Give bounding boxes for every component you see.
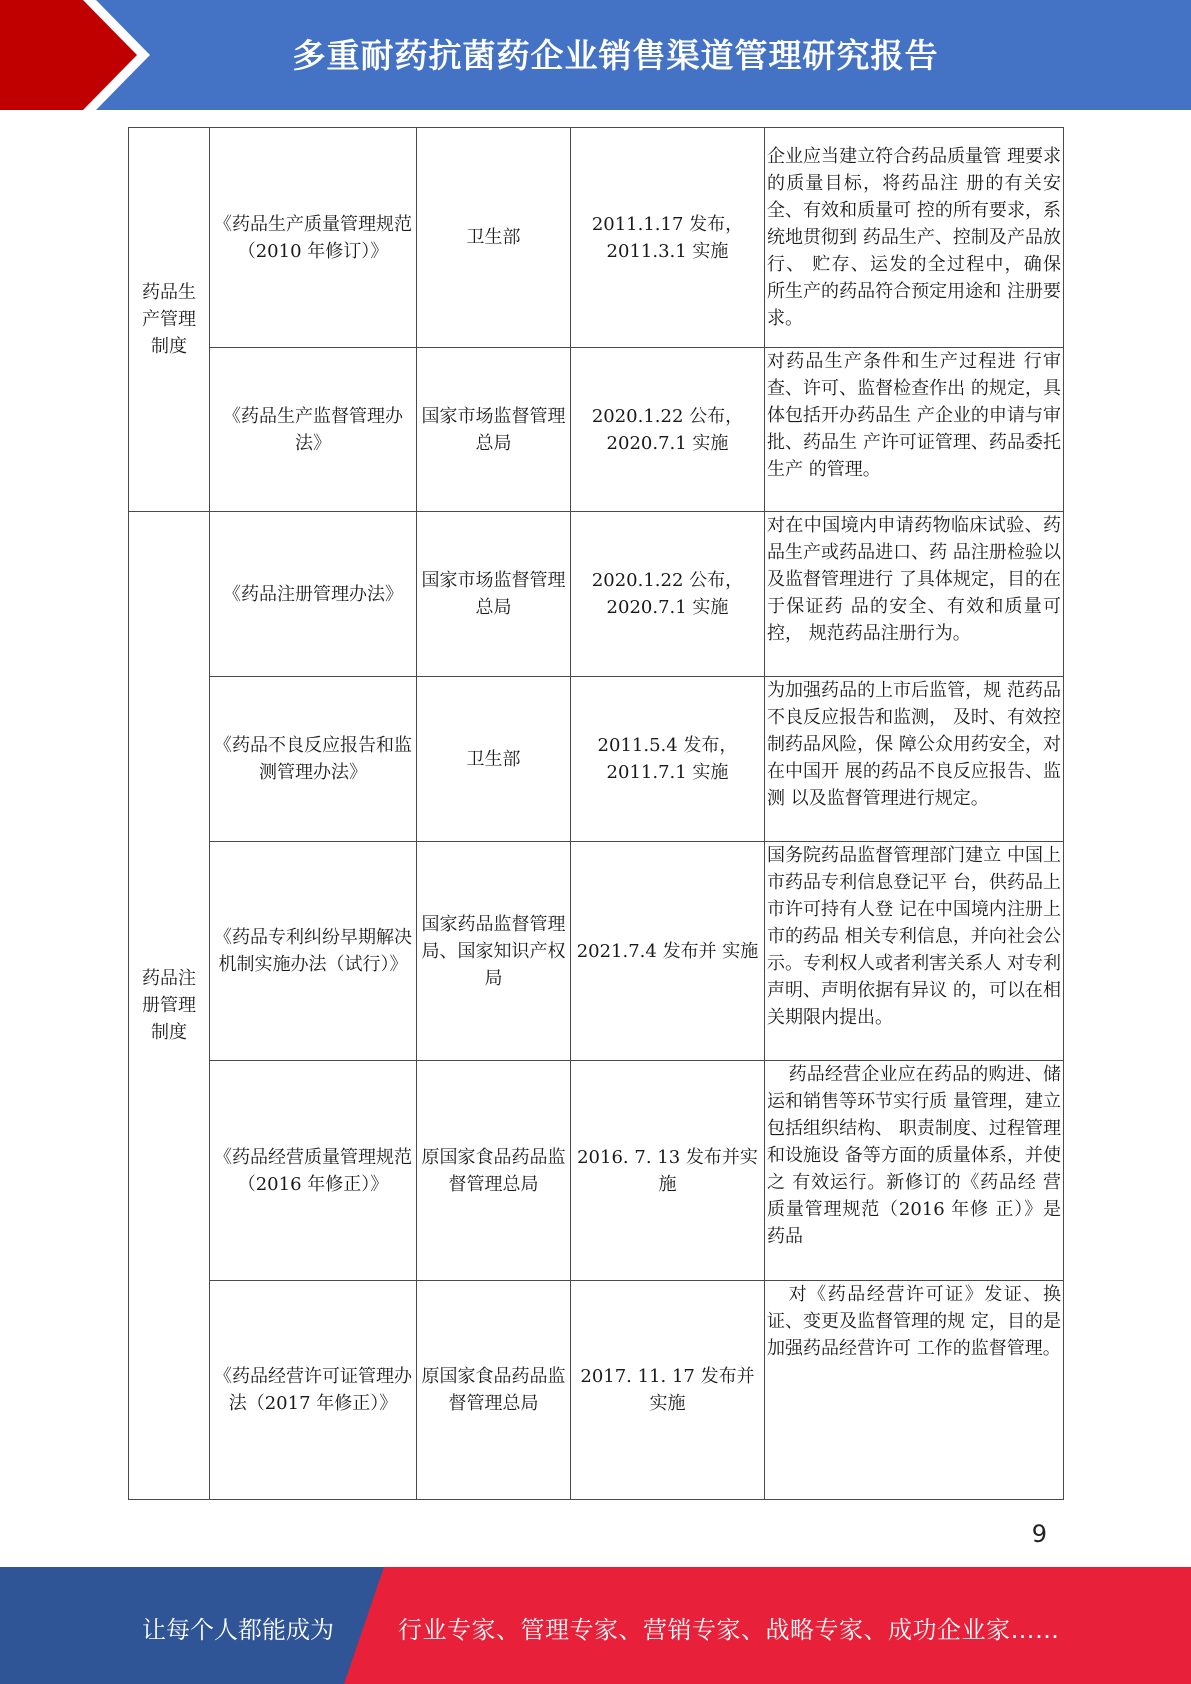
issuing-department: 原国家食品药品监督管理总局 bbox=[417, 1281, 571, 1500]
regulation-name: 《药品注册管理办法》 bbox=[210, 512, 417, 677]
issue-date: 2020.1.22 公布，2020.7.1 实施 bbox=[571, 512, 765, 677]
footer-slogan-left: 让每个人都能成为 bbox=[142, 1616, 334, 1644]
issuing-department: 原国家食品药品监督管理总局 bbox=[417, 1061, 571, 1281]
table-row bbox=[129, 1061, 1064, 1281]
regulation-table bbox=[128, 127, 1064, 1500]
footer-slogan-right: 行业专家、管理专家、营销专家、战略专家、成功企业家…… bbox=[398, 1616, 1060, 1644]
regulation-name: 《药品生产监督管理办法》 bbox=[210, 348, 417, 512]
header-red-arrow bbox=[0, 0, 150, 110]
table-row bbox=[129, 348, 1064, 512]
regulation-description: 药品经营企业应在药品的购进、储运和销售等环节实行质 量管理，建立包括组织结构、 职责制度、过程管理和设施设 备等方面的质量体系，并使之 有效运行。新修订的《药品经 营质量管理规范（2016 年修 正）》是药品 bbox=[765, 1061, 1064, 1281]
regulation-description: 对药品生产条件和生产过程进 行审查、许可、监督检查作出 的规定，具体包括开办药品生 产企业的申请与审批、药品生 产许可证管理、药品委托生产 的管理。 bbox=[765, 348, 1064, 512]
issue-date: 2011.5.4 发布，2011.7.1 实施 bbox=[571, 677, 765, 842]
issuing-department: 卫生部 bbox=[417, 677, 571, 842]
regulation-description: 企业应当建立符合药品质量管 理要求的质量目标，将药品注 册的有关安全、有效和质量可 控的所有要求，系统地贯彻到 药品生产、控制及产品放行、 贮存、运发的全过程中，确保 所生产的药品符合预定用途和 注册要求。 bbox=[765, 128, 1064, 348]
footer-banner bbox=[0, 1567, 1191, 1684]
regulation-description: 国务院药品监督管理部门建立 中国上市药品专利信息登记平 台，供药品上市许可持有人登 记在中国境内注册上市的药品 相关专利信息，并向社会公 示。专利权人或者利害关系人 对专利声明、声明依据有异议 的，可以在相关期限内提出。 bbox=[765, 842, 1064, 1061]
category-label: 药品生 产管理 制度 bbox=[142, 282, 196, 357]
regulation-name: 《药品不良反应报告和监测管理办法》 bbox=[210, 677, 417, 842]
category-cell bbox=[129, 512, 210, 1500]
issuing-department: 国家市场监督管理总局 bbox=[417, 512, 571, 677]
page-number: 9 bbox=[1031, 1520, 1047, 1548]
table-row bbox=[129, 128, 1064, 348]
issue-date: 2016. 7. 13 发布并实施 bbox=[571, 1061, 765, 1281]
issue-date: 2017. 11. 17 发布并实施 bbox=[571, 1281, 765, 1500]
regulation-description: 为加强药品的上市后监管，规 范药品不良反应报告和监测， 及时、有效控制药品风险，保 障公众用药安全，对在中国开 展的药品不良反应报告、监测 以及监督管理进行规定。 bbox=[765, 677, 1064, 842]
category-label: 药品注 册管理 制度 bbox=[142, 968, 196, 1043]
table-row bbox=[129, 1281, 1064, 1500]
category-cell bbox=[129, 128, 210, 512]
issue-date: 2011.1.17 发布，2011.3.1 实施 bbox=[571, 128, 765, 348]
regulation-name: 《药品经营许可证管理办法（2017 年修正）》 bbox=[210, 1281, 417, 1500]
issuing-department: 国家药品监督管理局、国家知识产权局 bbox=[417, 842, 571, 1061]
regulation-description: 对在中国境内申请药物临床试验、药品生产或药品进口、药 品注册检验以及监督管理进行 了具体规定，目的在于保证药 品的安全、有效和质量可控， 规范药品注册行为。 bbox=[765, 512, 1064, 677]
issuing-department: 国家市场监督管理总局 bbox=[417, 348, 571, 512]
regulation-description: 对《药品经营许可证》发证、换证、变更及监督管理的规 定，目的是加强药品经营许可 工作的监督管理。 bbox=[765, 1281, 1064, 1500]
table-row bbox=[129, 512, 1064, 677]
regulation-name: 《药品专利纠纷早期解决机制实施办法（试行）》 bbox=[210, 842, 417, 1061]
regulation-name: 《药品生产质量管理规范（2010 年修订）》 bbox=[210, 128, 417, 348]
regulation-name: 《药品经营质量管理规范（2016 年修正）》 bbox=[210, 1061, 417, 1281]
issue-date: 2021.7.4 发布并 实施 bbox=[571, 842, 765, 1061]
header-banner bbox=[0, 0, 1191, 110]
issuing-department: 卫生部 bbox=[417, 128, 571, 348]
table-row bbox=[129, 842, 1064, 1061]
issue-date: 2020.1.22 公布，2020.7.1 实施 bbox=[571, 348, 765, 512]
table-row bbox=[129, 677, 1064, 842]
report-title: 多重耐药抗菌药企业销售渠道管理研究报告 bbox=[292, 36, 939, 75]
